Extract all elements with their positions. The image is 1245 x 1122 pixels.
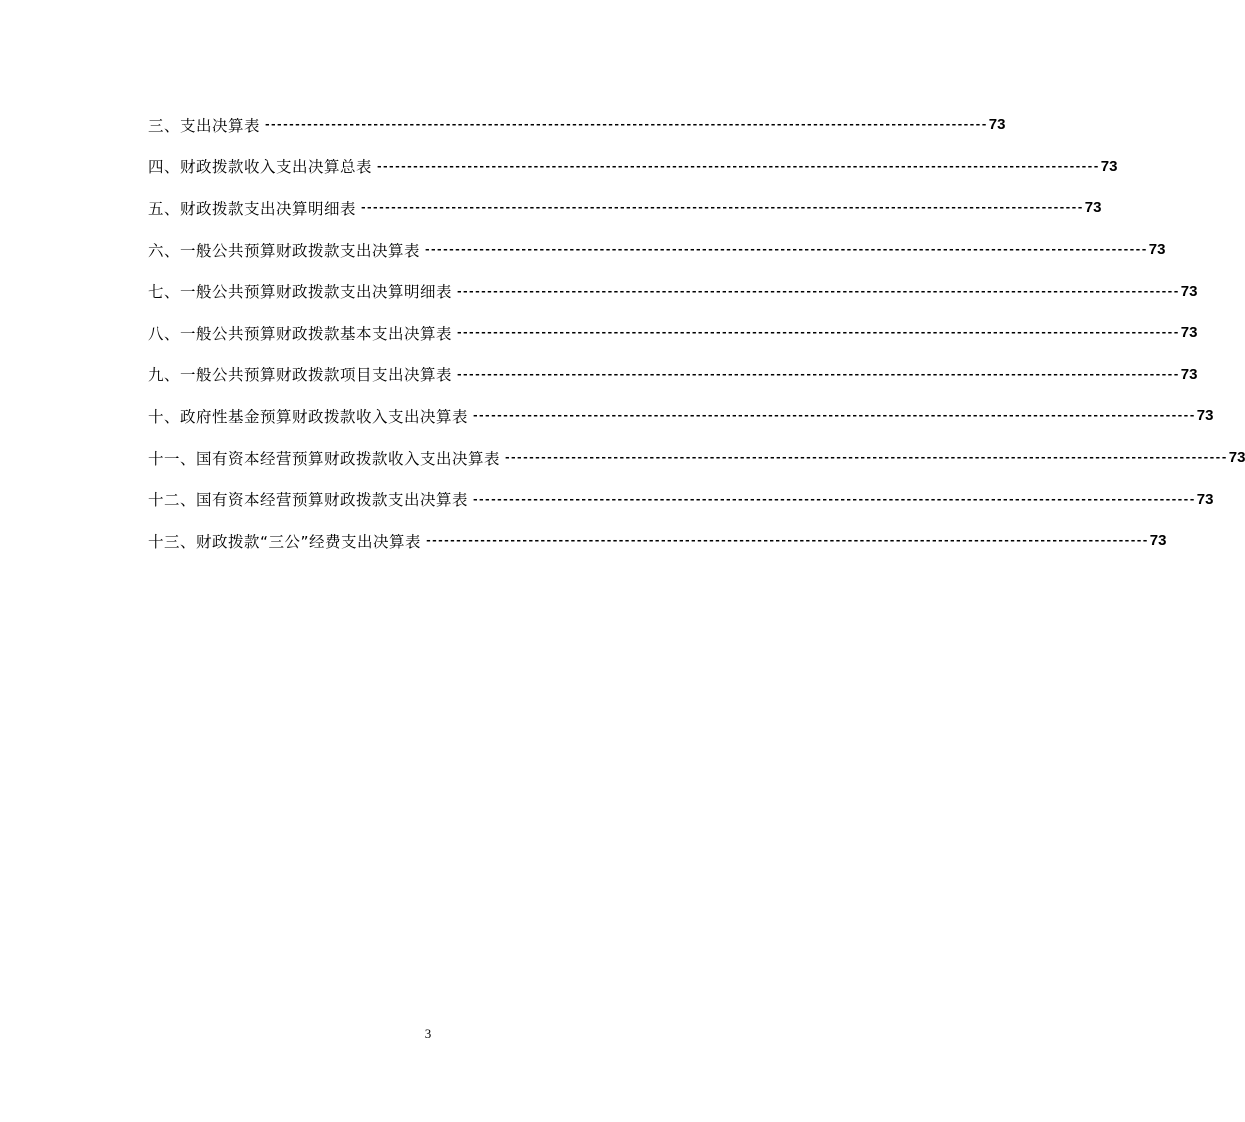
toc-entry-page: 73 [988,116,1006,134]
toc-leader-dashes: ------------------------------------------------------------------------------------------------------------------------ [456,367,1179,381]
toc-entry-title: 十二、国有资本经营预算财政拨款支出决算表 [148,491,469,510]
toc-leader-dashes: ------------------------------------------------------------------------------------------------------------------------ [264,118,987,132]
toc-entry[interactable] [148,104,1006,146]
toc-entry[interactable] [148,395,1214,437]
toc-entry[interactable] [148,229,1166,271]
toc-entry-title: 十三、财政拨款“三公”经费支出决算表 [148,532,422,551]
page-number: 3 [424,1026,432,1041]
toc-leader-dashes: ------------------------------------------------------------------------------------------------------------------------ [425,534,1148,548]
toc-entry-title: 八、一般公共预算财政拨款基本支出决算表 [148,324,453,343]
toc-leader-dashes: ------------------------------------------------------------------------------------------------------------------------ [456,284,1179,298]
toc-entry-page: 73 [1228,449,1245,467]
toc-entry-title: 五、财政拨款支出决算明细表 [148,199,357,218]
toc-entry-title: 七、一般公共预算财政拨款支出决算明细表 [148,283,453,302]
toc-entry-page: 73 [1196,407,1214,425]
toc-entry-title: 九、一般公共预算财政拨款项目支出决算表 [148,366,453,385]
toc-entry-page: 73 [1196,490,1214,508]
toc-entry[interactable] [148,437,1245,479]
toc-leader-dashes: ------------------------------------------------------------------------------------------------------------------------ [360,201,1083,215]
toc-entry-title: 十一、国有资本经营预算财政拨款收入支出决算表 [148,449,501,468]
toc-entry-title: 四、财政拨款收入支出决算总表 [148,158,373,177]
toc-entry[interactable] [148,520,1167,562]
toc-entry[interactable] [148,146,1118,188]
toc-leader-dashes: ------------------------------------------------------------------------------------------------------------------------ [504,451,1227,465]
toc-entry[interactable] [148,187,1102,229]
toc-leader-dashes: ------------------------------------------------------------------------------------------------------------------------ [424,243,1147,257]
toc-entry[interactable] [148,312,1198,354]
toc-entry-page: 73 [1148,241,1166,259]
toc-leader-dashes: ------------------------------------------------------------------------------------------------------------------------ [472,492,1195,506]
toc-leader-dashes: ------------------------------------------------------------------------------------------------------------------------ [456,326,1179,340]
toc-entry[interactable] [148,270,1198,312]
table-of-contents [148,104,1245,562]
toc-entry-page: 73 [1149,532,1167,550]
toc-leader-dashes: ------------------------------------------------------------------------------------------------------------------------ [376,159,1099,173]
toc-entry[interactable] [148,478,1214,520]
toc-entry-title: 三、支出决算表 [148,116,261,135]
toc-entry-page: 73 [1180,282,1198,300]
toc-entry[interactable] [148,354,1198,396]
toc-entry-page: 73 [1180,365,1198,383]
toc-entry-page: 73 [1100,157,1118,175]
toc-leader-dashes: ------------------------------------------------------------------------------------------------------------------------ [472,409,1195,423]
toc-entry-title: 六、一般公共预算财政拨款支出决算表 [148,241,421,260]
toc-entry-page: 73 [1180,324,1198,342]
toc-entry-page: 73 [1084,199,1102,217]
toc-entry-title: 十、政府性基金预算财政拨款收入支出决算表 [148,407,469,426]
